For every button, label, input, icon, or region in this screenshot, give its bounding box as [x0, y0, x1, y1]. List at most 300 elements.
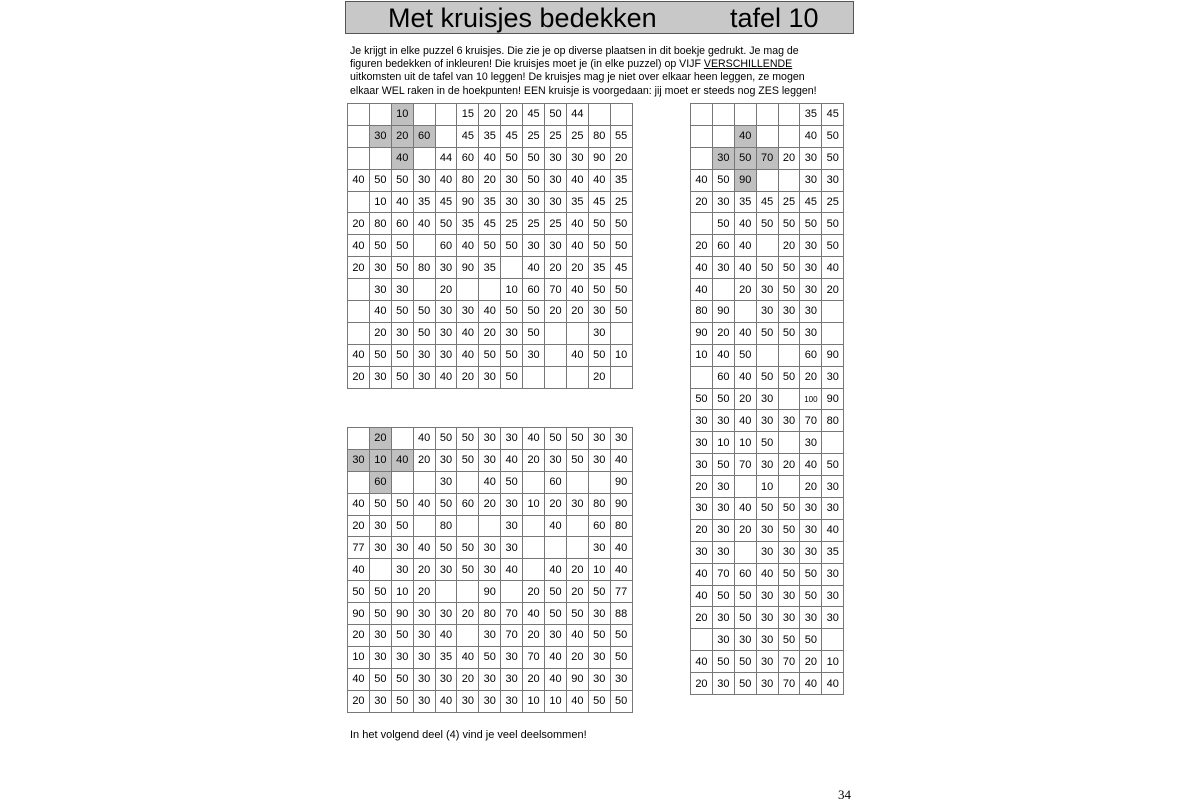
grid-cell[interactable]: 25	[501, 213, 523, 235]
grid-cell[interactable]	[348, 147, 370, 169]
grid-cell[interactable]: 30	[457, 690, 479, 712]
grid-cell[interactable]: 20	[734, 519, 756, 541]
grid-cell[interactable]	[756, 235, 778, 257]
grid-cell[interactable]: 30	[778, 607, 800, 629]
grid-cell[interactable]	[822, 322, 844, 344]
grid-cell[interactable]: 30	[391, 559, 413, 581]
grid-cell[interactable]: 80	[369, 213, 391, 235]
grid-cell[interactable]: 50	[800, 629, 822, 651]
grid-cell[interactable]: 50	[501, 235, 523, 257]
grid-cell[interactable]: 40	[734, 257, 756, 279]
grid-cell[interactable]: 50	[501, 301, 523, 323]
grid-cell[interactable]: 40	[523, 257, 545, 279]
grid-cell[interactable]: 40	[588, 169, 610, 191]
grid-cell[interactable]	[545, 344, 567, 366]
grid-cell[interactable]: 30	[435, 257, 457, 279]
grid-cell[interactable]	[566, 515, 588, 537]
grid-cell[interactable]: 30	[588, 322, 610, 344]
grid-cell[interactable]: 40	[691, 651, 713, 673]
grid-cell[interactable]: 20	[566, 301, 588, 323]
grid-cell[interactable]: 40	[348, 344, 370, 366]
grid-cell[interactable]: 20	[778, 454, 800, 476]
grid-cell[interactable]: 40	[822, 519, 844, 541]
grid-cell[interactable]: 70	[501, 603, 523, 625]
grid-cell[interactable]: 70	[778, 651, 800, 673]
grid-cell[interactable]: 10	[756, 476, 778, 498]
grid-cell[interactable]: 60	[435, 235, 457, 257]
grid-cell[interactable]: 25	[778, 191, 800, 213]
grid-cell[interactable]: 20	[566, 559, 588, 581]
grid-cell[interactable]: 20	[435, 279, 457, 301]
grid-cell[interactable]: 30	[800, 607, 822, 629]
grid-cell[interactable]: 80	[457, 169, 479, 191]
grid-cell[interactable]: 60	[413, 125, 435, 147]
grid-cell[interactable]: 30	[800, 279, 822, 301]
grid-cell[interactable]: 20	[800, 476, 822, 498]
grid-cell[interactable]: 30	[369, 279, 391, 301]
grid-cell[interactable]: 40	[566, 690, 588, 712]
grid-cell[interactable]: 40	[691, 257, 713, 279]
grid-cell[interactable]: 20	[348, 366, 370, 388]
grid-cell[interactable]: 50	[566, 428, 588, 450]
grid-cell[interactable]: 30	[369, 690, 391, 712]
grid-cell[interactable]: 10	[822, 651, 844, 673]
grid-cell[interactable]: 20	[822, 279, 844, 301]
grid-cell[interactable]: 50	[588, 279, 610, 301]
grid-cell[interactable]: 30	[712, 498, 734, 520]
grid-cell[interactable]: 40	[523, 428, 545, 450]
grid-cell[interactable]: 20	[778, 235, 800, 257]
grid-cell[interactable]	[501, 581, 523, 603]
grid-cell[interactable]: 30	[479, 366, 501, 388]
grid-cell[interactable]: 88	[610, 603, 632, 625]
grid-cell[interactable]: 30	[712, 519, 734, 541]
grid-cell[interactable]	[566, 471, 588, 493]
grid-cell[interactable]: 50	[778, 498, 800, 520]
grid-cell[interactable]	[756, 125, 778, 147]
grid-cell[interactable]: 60	[712, 235, 734, 257]
grid-cell[interactable]: 35	[822, 541, 844, 563]
grid-cell[interactable]: 40	[523, 603, 545, 625]
grid-cell[interactable]: 30	[435, 603, 457, 625]
grid-cell[interactable]: 50	[778, 629, 800, 651]
grid-cell[interactable]: 50	[712, 388, 734, 410]
grid-cell[interactable]: 20	[479, 169, 501, 191]
grid-cell[interactable]: 50	[479, 646, 501, 668]
grid-cell[interactable]: 20	[566, 581, 588, 603]
grid-cell[interactable]	[413, 279, 435, 301]
grid-cell[interactable]: 20	[523, 668, 545, 690]
grid-cell[interactable]: 20	[545, 493, 567, 515]
grid-cell[interactable]: 40	[435, 366, 457, 388]
grid-cell[interactable]: 30	[566, 493, 588, 515]
grid-cell[interactable]	[691, 125, 713, 147]
grid-cell[interactable]: 40	[391, 449, 413, 471]
grid-cell[interactable]: 50	[610, 235, 632, 257]
grid-cell[interactable]: 20	[413, 559, 435, 581]
grid-cell[interactable]: 50	[734, 673, 756, 695]
grid-cell[interactable]: 35	[610, 169, 632, 191]
grid-cell[interactable]: 40	[734, 410, 756, 432]
grid-cell[interactable]: 50	[545, 581, 567, 603]
grid-cell[interactable]: 45	[756, 191, 778, 213]
grid-cell[interactable]	[778, 476, 800, 498]
grid-cell[interactable]: 90	[691, 322, 713, 344]
grid-cell[interactable]	[566, 537, 588, 559]
grid-cell[interactable]: 10	[523, 493, 545, 515]
grid-cell[interactable]: 40	[413, 213, 435, 235]
grid-cell[interactable]	[712, 279, 734, 301]
grid-cell[interactable]: 50	[778, 279, 800, 301]
grid-cell[interactable]: 45	[610, 257, 632, 279]
grid-cell[interactable]: 20	[348, 257, 370, 279]
grid-cell[interactable]	[348, 104, 370, 126]
grid-cell[interactable]: 50	[501, 344, 523, 366]
grid-cell[interactable]: 30	[756, 651, 778, 673]
grid-cell[interactable]	[348, 428, 370, 450]
grid-cell[interactable]: 90	[734, 169, 756, 191]
grid-cell[interactable]	[756, 104, 778, 126]
grid-cell[interactable]: 30	[822, 169, 844, 191]
grid-cell[interactable]: 35	[566, 191, 588, 213]
grid-cell[interactable]: 30	[413, 344, 435, 366]
grid-cell[interactable]: 40	[712, 344, 734, 366]
grid-cell[interactable]: 30	[712, 191, 734, 213]
grid-cell[interactable]	[712, 125, 734, 147]
grid-cell[interactable]: 45	[800, 191, 822, 213]
grid-cell[interactable]: 45	[435, 191, 457, 213]
grid-cell[interactable]: 30	[369, 625, 391, 647]
grid-cell[interactable]: 10	[369, 449, 391, 471]
grid-cell[interactable]: 20	[691, 519, 713, 541]
grid-cell[interactable]: 50	[501, 366, 523, 388]
grid-cell[interactable]: 30	[435, 322, 457, 344]
grid-cell[interactable]: 45	[822, 104, 844, 126]
grid-cell[interactable]: 45	[523, 104, 545, 126]
grid-cell[interactable]: 40	[566, 344, 588, 366]
grid-cell[interactable]: 30	[479, 449, 501, 471]
grid-cell[interactable]: 40	[734, 235, 756, 257]
grid-cell[interactable]	[457, 471, 479, 493]
grid-cell[interactable]	[523, 559, 545, 581]
grid-cell[interactable]: 50	[822, 213, 844, 235]
grid-cell[interactable]: 30	[712, 147, 734, 169]
grid-cell[interactable]: 50	[588, 625, 610, 647]
grid-cell[interactable]: 40	[479, 471, 501, 493]
grid-cell[interactable]: 50	[734, 585, 756, 607]
grid-cell[interactable]: 30	[712, 607, 734, 629]
grid-cell[interactable]: 77	[348, 537, 370, 559]
grid-cell[interactable]: 30	[734, 629, 756, 651]
grid-cell[interactable]: 50	[391, 515, 413, 537]
grid-cell[interactable]: 10	[501, 279, 523, 301]
grid-cell[interactable]: 20	[545, 257, 567, 279]
grid-cell[interactable]: 50	[348, 581, 370, 603]
grid-cell[interactable]: 40	[566, 213, 588, 235]
grid-cell[interactable]: 40	[391, 191, 413, 213]
grid-cell[interactable]: 50	[369, 581, 391, 603]
grid-cell[interactable]	[457, 625, 479, 647]
grid-cell[interactable]: 25	[545, 125, 567, 147]
grid-cell[interactable]: 30	[822, 498, 844, 520]
grid-cell[interactable]: 50	[610, 213, 632, 235]
grid-cell[interactable]: 50	[545, 603, 567, 625]
grid-cell[interactable]	[610, 322, 632, 344]
grid-cell[interactable]: 45	[479, 213, 501, 235]
grid-cell[interactable]	[712, 104, 734, 126]
grid-cell[interactable]: 50	[756, 498, 778, 520]
grid-cell[interactable]: 44	[435, 147, 457, 169]
grid-cell[interactable]	[413, 235, 435, 257]
grid-cell[interactable]: 30	[822, 366, 844, 388]
grid-cell[interactable]	[566, 322, 588, 344]
grid-cell[interactable]: 35	[588, 257, 610, 279]
grid-cell[interactable]	[413, 147, 435, 169]
grid-cell[interactable]	[778, 169, 800, 191]
grid-cell[interactable]: 30	[348, 449, 370, 471]
grid-cell[interactable]: 30	[712, 410, 734, 432]
grid-cell[interactable]: 50	[756, 432, 778, 454]
grid-cell[interactable]: 25	[523, 125, 545, 147]
grid-cell[interactable]: 30	[413, 668, 435, 690]
grid-cell[interactable]: 50	[712, 454, 734, 476]
grid-cell[interactable]	[691, 366, 713, 388]
grid-cell[interactable]: 50	[391, 257, 413, 279]
grid-cell[interactable]: 30	[691, 432, 713, 454]
grid-cell[interactable]	[691, 104, 713, 126]
grid-cell[interactable]	[348, 191, 370, 213]
grid-cell[interactable]	[822, 301, 844, 323]
grid-cell[interactable]: 10	[369, 191, 391, 213]
grid-cell[interactable]	[822, 629, 844, 651]
grid-cell[interactable]: 50	[369, 235, 391, 257]
grid-cell[interactable]: 50	[610, 690, 632, 712]
grid-cell[interactable]	[369, 104, 391, 126]
grid-cell[interactable]	[369, 147, 391, 169]
grid-cell[interactable]	[691, 147, 713, 169]
grid-cell[interactable]	[588, 104, 610, 126]
grid-cell[interactable]: 50	[800, 213, 822, 235]
grid-cell[interactable]: 40	[457, 646, 479, 668]
grid-cell[interactable]: 40	[479, 147, 501, 169]
grid-cell[interactable]: 25	[610, 191, 632, 213]
grid-cell[interactable]: 40	[545, 515, 567, 537]
grid-cell[interactable]: 30	[413, 690, 435, 712]
grid-cell[interactable]: 30	[369, 537, 391, 559]
grid-cell[interactable]: 40	[610, 537, 632, 559]
grid-cell[interactable]: 90	[712, 301, 734, 323]
grid-cell[interactable]: 50	[610, 301, 632, 323]
grid-cell[interactable]: 40	[610, 559, 632, 581]
grid-cell[interactable]: 50	[523, 147, 545, 169]
grid-cell[interactable]: 40	[734, 498, 756, 520]
grid-cell[interactable]: 50	[822, 235, 844, 257]
grid-cell[interactable]: 40	[457, 235, 479, 257]
grid-cell[interactable]	[391, 471, 413, 493]
grid-cell[interactable]	[413, 515, 435, 537]
grid-cell[interactable]: 80	[413, 257, 435, 279]
grid-cell[interactable]	[523, 515, 545, 537]
grid-cell[interactable]	[523, 537, 545, 559]
grid-cell[interactable]: 50	[610, 625, 632, 647]
grid-cell[interactable]	[479, 515, 501, 537]
grid-cell[interactable]: 50	[523, 169, 545, 191]
grid-cell[interactable]: 90	[457, 191, 479, 213]
grid-cell[interactable]: 50	[501, 471, 523, 493]
grid-cell[interactable]: 35	[479, 125, 501, 147]
grid-cell[interactable]: 30	[501, 428, 523, 450]
grid-cell[interactable]: 30	[756, 607, 778, 629]
grid-cell[interactable]: 40	[435, 690, 457, 712]
grid-cell[interactable]: 40	[566, 279, 588, 301]
grid-cell[interactable]: 20	[734, 279, 756, 301]
grid-cell[interactable]: 40	[545, 646, 567, 668]
grid-cell[interactable]: 30	[778, 541, 800, 563]
grid-cell[interactable]: 40	[501, 449, 523, 471]
grid-cell[interactable]: 30	[391, 537, 413, 559]
grid-cell[interactable]: 40	[391, 147, 413, 169]
grid-cell[interactable]: 20	[691, 673, 713, 695]
grid-cell[interactable]: 30	[691, 410, 713, 432]
grid-cell[interactable]: 50	[756, 257, 778, 279]
grid-cell[interactable]: 30	[435, 668, 457, 690]
grid-cell[interactable]	[413, 104, 435, 126]
grid-cell[interactable]: 40	[610, 449, 632, 471]
grid-cell[interactable]: 30	[822, 607, 844, 629]
grid-cell[interactable]: 30	[610, 428, 632, 450]
grid-cell[interactable]	[369, 559, 391, 581]
grid-cell[interactable]: 70	[756, 147, 778, 169]
grid-cell[interactable]: 30	[369, 646, 391, 668]
grid-cell[interactable]: 30	[523, 191, 545, 213]
grid-cell[interactable]: 50	[588, 213, 610, 235]
grid-cell[interactable]: 50	[523, 301, 545, 323]
grid-cell[interactable]: 30	[391, 279, 413, 301]
grid-cell[interactable]: 50	[778, 257, 800, 279]
grid-cell[interactable]: 30	[413, 366, 435, 388]
grid-cell[interactable]	[501, 257, 523, 279]
grid-cell[interactable]	[610, 366, 632, 388]
grid-cell[interactable]: 40	[348, 559, 370, 581]
grid-cell[interactable]	[756, 169, 778, 191]
grid-cell[interactable]: 20	[457, 603, 479, 625]
grid-cell[interactable]: 30	[501, 169, 523, 191]
grid-cell[interactable]: 20	[501, 104, 523, 126]
grid-cell[interactable]: 40	[369, 301, 391, 323]
grid-cell[interactable]: 40	[566, 169, 588, 191]
grid-cell[interactable]: 45	[501, 125, 523, 147]
grid-cell[interactable]: 40	[413, 428, 435, 450]
grid-cell[interactable]: 30	[756, 673, 778, 695]
grid-cell[interactable]: 40	[566, 235, 588, 257]
grid-cell[interactable]: 40	[413, 493, 435, 515]
grid-cell[interactable]	[756, 344, 778, 366]
grid-cell[interactable]: 30	[691, 541, 713, 563]
grid-cell[interactable]: 60	[712, 366, 734, 388]
grid-cell[interactable]: 30	[369, 366, 391, 388]
grid-cell[interactable]	[348, 322, 370, 344]
grid-cell[interactable]: 30	[545, 147, 567, 169]
grid-cell[interactable]: 50	[756, 213, 778, 235]
grid-cell[interactable]: 50	[391, 235, 413, 257]
grid-cell[interactable]: 55	[610, 125, 632, 147]
grid-cell[interactable]: 50	[778, 519, 800, 541]
grid-cell[interactable]	[457, 279, 479, 301]
grid-cell[interactable]: 60	[523, 279, 545, 301]
grid-cell[interactable]: 40	[545, 668, 567, 690]
grid-cell[interactable]: 20	[800, 366, 822, 388]
grid-cell[interactable]: 20	[413, 449, 435, 471]
grid-cell[interactable]: 25	[822, 191, 844, 213]
grid-cell[interactable]: 30	[588, 646, 610, 668]
grid-cell[interactable]: 50	[391, 625, 413, 647]
grid-cell[interactable]: 30	[369, 125, 391, 147]
grid-cell[interactable]: 50	[457, 449, 479, 471]
grid-cell[interactable]: 30	[756, 301, 778, 323]
grid-cell[interactable]: 70	[778, 673, 800, 695]
grid-cell[interactable]: 50	[712, 585, 734, 607]
grid-cell[interactable]: 10	[734, 432, 756, 454]
grid-cell[interactable]: 30	[588, 301, 610, 323]
grid-cell[interactable]: 10	[712, 432, 734, 454]
grid-cell[interactable]: 20	[523, 581, 545, 603]
grid-cell[interactable]: 30	[822, 476, 844, 498]
grid-cell[interactable]: 50	[712, 651, 734, 673]
grid-cell[interactable]: 50	[369, 603, 391, 625]
grid-cell[interactable]	[348, 301, 370, 323]
grid-cell[interactable]: 20	[588, 366, 610, 388]
grid-cell[interactable]: 30	[712, 257, 734, 279]
grid-cell[interactable]	[822, 432, 844, 454]
grid-cell[interactable]: 30	[501, 322, 523, 344]
grid-cell[interactable]: 20	[479, 322, 501, 344]
grid-cell[interactable]	[457, 581, 479, 603]
grid-cell[interactable]: 50	[756, 366, 778, 388]
grid-cell[interactable]: 30	[756, 454, 778, 476]
grid-cell[interactable]	[391, 428, 413, 450]
grid-cell[interactable]: 20	[610, 147, 632, 169]
grid-cell[interactable]: 10	[691, 344, 713, 366]
grid-cell[interactable]	[778, 344, 800, 366]
grid-cell[interactable]: 70	[523, 646, 545, 668]
grid-cell[interactable]: 30	[479, 625, 501, 647]
grid-cell[interactable]: 40	[348, 493, 370, 515]
grid-cell[interactable]: 80	[479, 603, 501, 625]
grid-cell[interactable]: 30	[501, 493, 523, 515]
grid-cell[interactable]: 50	[778, 322, 800, 344]
grid-cell[interactable]: 30	[501, 191, 523, 213]
grid-cell[interactable]	[523, 471, 545, 493]
grid-cell[interactable]: 40	[566, 625, 588, 647]
grid-cell[interactable]: 10	[391, 581, 413, 603]
grid-cell[interactable]: 60	[734, 563, 756, 585]
grid-cell[interactable]: 50	[734, 607, 756, 629]
grid-cell[interactable]: 40	[734, 366, 756, 388]
grid-cell[interactable]: 30	[501, 690, 523, 712]
grid-cell[interactable]: 20	[566, 257, 588, 279]
grid-cell[interactable]: 30	[778, 585, 800, 607]
grid-cell[interactable]: 40	[756, 563, 778, 585]
grid-cell[interactable]	[691, 629, 713, 651]
grid-cell[interactable]: 35	[435, 646, 457, 668]
grid-cell[interactable]: 20	[778, 147, 800, 169]
grid-cell[interactable]: 50	[588, 690, 610, 712]
grid-cell[interactable]: 30	[479, 668, 501, 690]
grid-cell[interactable]: 50	[822, 454, 844, 476]
grid-cell[interactable]: 20	[457, 668, 479, 690]
grid-cell[interactable]	[545, 537, 567, 559]
grid-cell[interactable]	[545, 322, 567, 344]
